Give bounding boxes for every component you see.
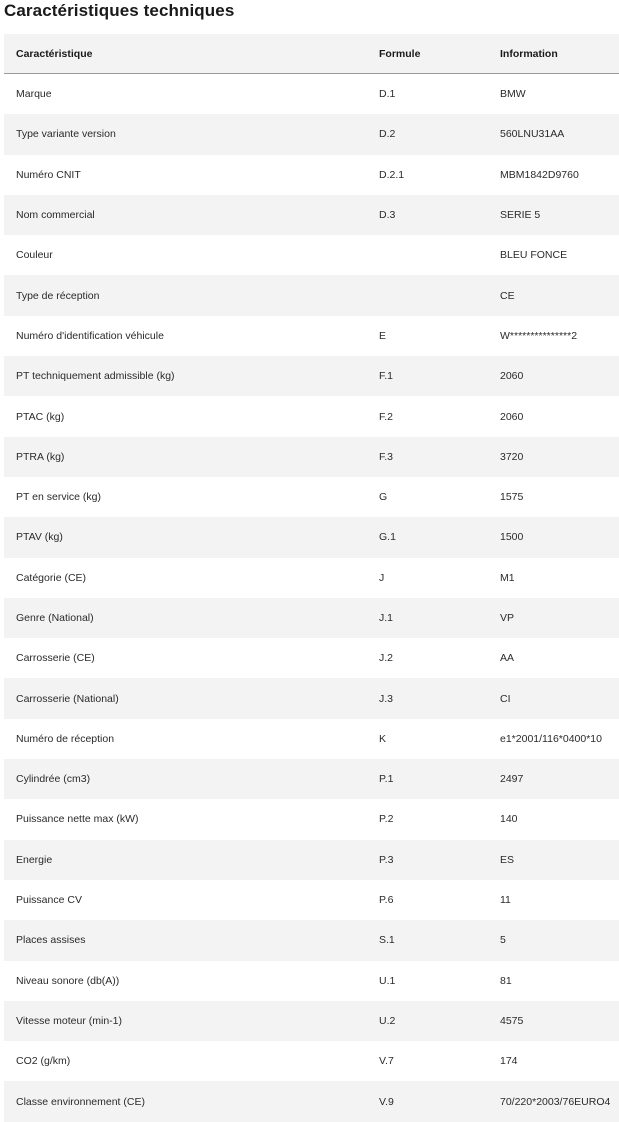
cell-formule: P.6 xyxy=(379,894,394,907)
cell-caracteristique: Numéro CNIT xyxy=(16,168,81,181)
cell-caracteristique: Marque xyxy=(16,88,52,101)
table-row xyxy=(4,1001,619,1041)
cell-caracteristique: Places assises xyxy=(16,934,86,947)
cell-formule: D.2.1 xyxy=(379,168,405,181)
table-row xyxy=(4,638,619,678)
cell-caracteristique: Puissance CV xyxy=(16,894,82,907)
cell-caracteristique: PTRA (kg) xyxy=(16,450,65,463)
table-row xyxy=(4,195,619,235)
table-row xyxy=(4,840,619,880)
cell-formule: D.2 xyxy=(379,128,396,141)
table-row xyxy=(4,598,619,638)
cell-information: 2497 xyxy=(500,773,524,786)
cell-information: 2060 xyxy=(500,370,524,383)
page-title: Caractéristiques techniques xyxy=(4,1,235,20)
cell-caracteristique: Carrosserie (National) xyxy=(16,692,119,705)
cell-caracteristique: Cylindrée (cm3) xyxy=(16,773,91,786)
table-row xyxy=(4,114,619,154)
cell-information: BLEU FONCE xyxy=(500,249,568,262)
cell-caracteristique: Numéro d'identification véhicule xyxy=(16,329,164,342)
cell-caracteristique: Catégorie (CE) xyxy=(16,571,87,584)
cell-information: AA xyxy=(500,652,515,665)
header-formule: Formule xyxy=(379,47,421,60)
table-row xyxy=(4,235,619,275)
cell-formule: D.1 xyxy=(379,88,396,101)
cell-information: 1575 xyxy=(500,491,524,504)
cell-information: SERIE 5 xyxy=(500,209,541,222)
cell-information: 2060 xyxy=(500,410,524,423)
cell-formule: S.1 xyxy=(379,934,395,947)
cell-information: 1500 xyxy=(500,531,524,544)
cell-information: 4575 xyxy=(500,1014,524,1027)
cell-formule: F.2 xyxy=(379,410,394,423)
table-row xyxy=(4,719,619,759)
cell-information: 5 xyxy=(500,934,506,947)
table-header-row xyxy=(4,34,619,74)
cell-formule: G.1 xyxy=(379,531,396,544)
cell-formule: J.2 xyxy=(379,652,394,665)
cell-information: ES xyxy=(500,853,515,866)
cell-caracteristique: Vitesse moteur (min-1) xyxy=(16,1014,123,1027)
header-caracteristique: Caractéristique xyxy=(16,47,93,60)
cell-information: 81 xyxy=(500,974,512,987)
cell-information: MBM1842D9760 xyxy=(500,168,579,181)
table-row xyxy=(4,396,619,436)
cell-formule: V.7 xyxy=(379,1055,394,1068)
cell-caracteristique: Classe environnement (CE) xyxy=(16,1095,145,1108)
table-row xyxy=(4,759,619,799)
cell-information: CI xyxy=(500,692,511,705)
cell-formule: F.3 xyxy=(379,450,394,463)
cell-information: 3720 xyxy=(500,450,524,463)
table-row xyxy=(4,74,619,114)
cell-caracteristique: PTAC (kg) xyxy=(16,410,65,423)
cell-formule: U.1 xyxy=(379,974,396,987)
cell-formule: V.9 xyxy=(379,1095,394,1108)
cell-formule: P.2 xyxy=(379,813,394,826)
cell-caracteristique: Niveau sonore (db(A)) xyxy=(16,974,120,987)
cell-formule: P.3 xyxy=(379,853,394,866)
table-row xyxy=(4,1041,619,1081)
cell-formule: J xyxy=(379,571,385,584)
cell-information: M1 xyxy=(500,571,515,584)
table-row xyxy=(4,558,619,598)
table-row xyxy=(4,477,619,517)
cell-caracteristique: Type variante version xyxy=(16,128,116,141)
cell-caracteristique: PT en service (kg) xyxy=(16,491,101,504)
cell-information: BMW xyxy=(500,88,526,101)
table-row xyxy=(4,155,619,195)
cell-caracteristique: PTAV (kg) xyxy=(16,531,63,544)
cell-information: VP xyxy=(500,612,515,624)
table-row xyxy=(4,275,619,315)
cell-caracteristique: Numéro de réception xyxy=(16,732,115,745)
table-row xyxy=(4,799,619,839)
table-row xyxy=(4,316,619,356)
table-row xyxy=(4,880,619,920)
table-row xyxy=(4,1081,619,1121)
table-row xyxy=(4,356,619,396)
cell-formule: J.1 xyxy=(379,612,394,624)
cell-formule: F.1 xyxy=(379,370,394,383)
spec-table xyxy=(4,34,619,1122)
cell-information: 140 xyxy=(500,813,518,826)
cell-formule: E xyxy=(379,329,387,342)
cell-formule: D.3 xyxy=(379,209,396,222)
table-row xyxy=(4,961,619,1001)
cell-formule: P.1 xyxy=(379,773,394,786)
cell-information: CE xyxy=(500,289,515,302)
table-row xyxy=(4,678,619,718)
cell-information: W***************2 xyxy=(500,329,578,342)
cell-caracteristique: Genre (National) xyxy=(16,612,94,624)
table-row xyxy=(4,517,619,557)
cell-information: 70/220*2003/76EURO4 xyxy=(500,1095,611,1108)
cell-information: 560LNU31AA xyxy=(500,128,565,141)
cell-caracteristique: Carrosserie (CE) xyxy=(16,652,95,665)
cell-information: 11 xyxy=(500,894,511,907)
cell-information: e1*2001/116*0400*10 xyxy=(500,732,602,745)
cell-caracteristique: Couleur xyxy=(16,249,53,262)
table-row xyxy=(4,920,619,960)
cell-information: 174 xyxy=(500,1055,518,1068)
cell-formule: U.2 xyxy=(379,1014,396,1027)
cell-caracteristique: Type de réception xyxy=(16,289,100,302)
header-information: Information xyxy=(500,47,558,60)
cell-formule: K xyxy=(379,732,387,745)
cell-formule: J.3 xyxy=(379,692,394,705)
cell-caracteristique: Puissance nette max (kW) xyxy=(16,813,139,826)
cell-formule: G xyxy=(379,491,388,504)
cell-caracteristique: Nom commercial xyxy=(16,209,95,222)
cell-caracteristique: PT techniquement admissible (kg) xyxy=(16,370,175,383)
table-row xyxy=(4,437,619,477)
cell-caracteristique: CO2 (g/km) xyxy=(16,1055,71,1068)
cell-caracteristique: Energie xyxy=(16,853,53,866)
